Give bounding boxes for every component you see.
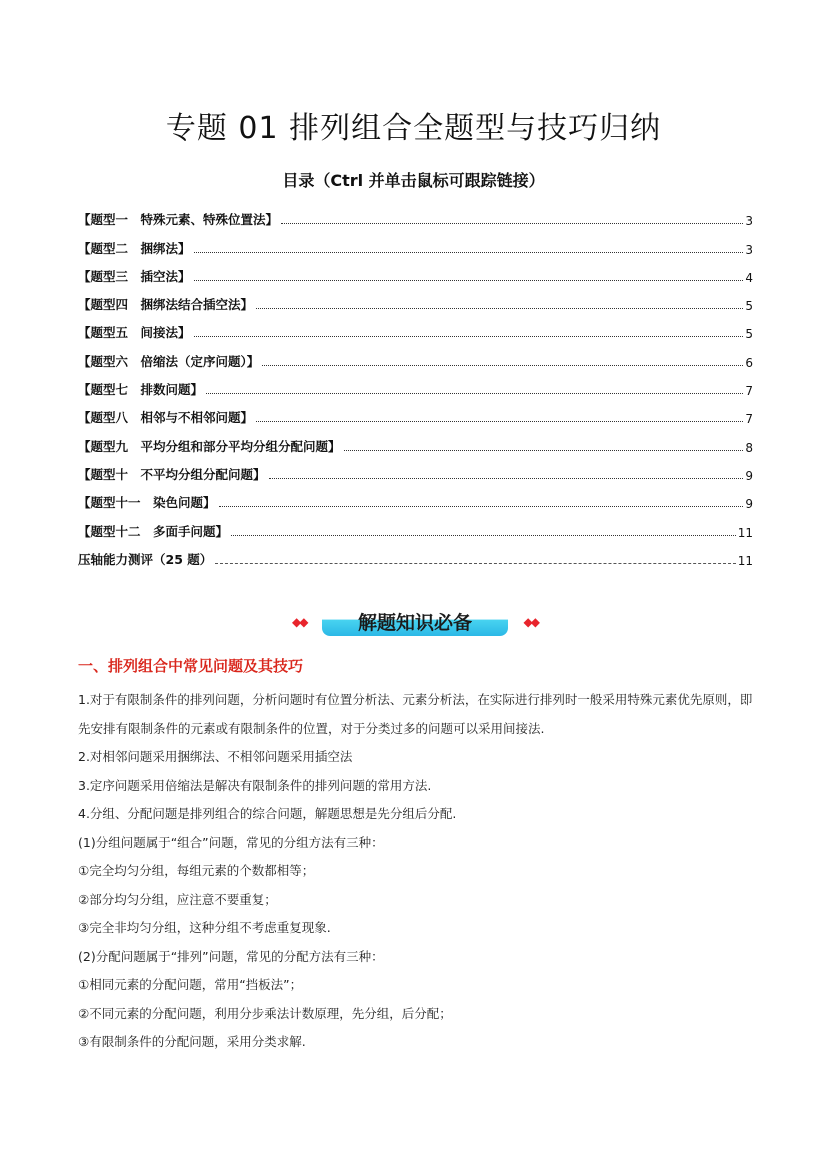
banner-text: 解题知识必备: [357, 612, 472, 634]
paragraph: ②不同元素的分配问题，利用分步乘法计数原理，先分组，后分配；: [78, 1005, 452, 1021]
paragraph: ①完全均匀分组，每组元素的个数都相等；: [78, 863, 315, 878]
paragraph: 1.对于有限制条件的排列问题，分析问题时有位置分析法、元素分析法，在实际进行排列时一般采用特殊元素优先原则，即先安排有限制条件的元素或有限制条件的位置，对于分类过多的问题可以采用间接法.: [78, 692, 753, 736]
toc-entry[interactable]: [78, 285, 753, 313]
toc-entry-page: 8: [745, 440, 753, 455]
toc-leader: [256, 421, 743, 422]
section-heading: 一、排列组合中常见问题及其技巧: [78, 657, 304, 675]
toc-entry-page: 11: [737, 525, 753, 540]
toc-entry-label: 【题型十 不平均分组分配问题】: [78, 466, 266, 482]
toc-leader: [256, 308, 743, 309]
toc-entry[interactable]: [78, 257, 753, 285]
table-of-contents: [78, 200, 753, 568]
toc-leader: [269, 478, 744, 479]
toc-entry-label: 【题型六 倍缩法（定序问题）】: [78, 353, 260, 369]
toc-entry-page: 4: [745, 270, 753, 285]
paragraph: 4.分组、分配问题是排列组合的综合问题，解题思想是先分组后分配.: [78, 806, 457, 821]
toc-leader: [262, 365, 743, 366]
toc-leader: [206, 393, 743, 394]
toc-entry[interactable]: [78, 398, 753, 426]
toc-entry-label: 【题型一 特殊元素、特殊位置法】: [78, 212, 279, 228]
toc-leader: [194, 252, 744, 253]
toc-leader: [281, 223, 743, 224]
diamond-decoration-icon: ◆◆: [292, 615, 307, 629]
section-banner: [290, 606, 540, 640]
toc-leader: [231, 535, 736, 536]
toc-entry-page: 11: [737, 553, 753, 568]
toc-leader: [219, 506, 744, 507]
toc-leader: [194, 280, 744, 281]
toc-entry-label: 【题型八 相邻与不相邻问题】: [78, 410, 254, 426]
toc-entry[interactable]: [78, 511, 753, 539]
toc-leader: [344, 450, 744, 451]
paragraph: (2)分配问题属于“排列”问题，常见的分配方法有三种：: [78, 948, 384, 964]
toc-entry[interactable]: [78, 313, 753, 341]
toc-entry[interactable]: [78, 540, 753, 568]
paragraph: (1)分组问题属于“组合”问题，常见的分组方法有三种：: [78, 834, 384, 850]
toc-entry-page: 5: [745, 299, 753, 314]
toc-entry-label: 【题型五 间接法】: [78, 325, 191, 341]
section-body: [78, 686, 756, 1057]
toc-entry[interactable]: [78, 341, 753, 369]
toc-entry-page: 3: [745, 214, 753, 229]
toc-entry-page: 9: [745, 497, 753, 512]
toc-entry-label: 【题型十一 染色问题】: [78, 495, 216, 511]
toc-entry-page: 3: [745, 242, 753, 257]
toc-entry-label: 【题型九 平均分组和部分平均分组分配问题】: [78, 438, 341, 454]
toc-entry[interactable]: [78, 426, 753, 454]
paragraph: ③完全非均匀分组，这种分组不考虑重复现象.: [78, 920, 331, 935]
toc-entry[interactable]: [78, 370, 753, 398]
paragraph: 3.定序问题采用倍缩法是解决有限制条件的排列问题的常用方法.: [78, 777, 432, 793]
toc-leader: [215, 563, 735, 564]
toc-entry[interactable]: [78, 483, 753, 511]
toc-entry-page: 9: [745, 468, 753, 483]
paragraph: ③有限制条件的分配问题，采用分类求解.: [78, 1034, 306, 1049]
toc-leader: [194, 336, 744, 337]
toc-heading: 目录（Ctrl 并单击鼠标可跟踪链接）: [282, 171, 545, 190]
toc-entry-page: 7: [745, 412, 753, 427]
paragraph: ①相同元素的分配问题，常用“挡板法”；: [78, 977, 303, 992]
paragraph: 2.对相邻问题采用捆绑法、不相邻问题采用插空法: [78, 749, 353, 764]
toc-entry[interactable]: [78, 200, 753, 228]
banner-pill: [322, 606, 508, 636]
toc-entry-label: 【题型三 插空法】: [78, 268, 191, 284]
toc-entry-label: 【题型四 捆绑法结合插空法】: [78, 297, 254, 313]
toc-entry-label: 【题型七 排数问题】: [78, 382, 204, 398]
toc-entry[interactable]: [78, 455, 753, 483]
toc-entry[interactable]: [78, 228, 753, 256]
page-title: 专题 01 排列组合全题型与技巧归纳: [165, 111, 662, 146]
toc-entry-page: 5: [745, 327, 753, 342]
toc-entry-label: 【题型二 捆绑法】: [78, 240, 191, 256]
paragraph: ②部分均匀分组，应注意不要重复；: [78, 891, 277, 907]
toc-entry-label: 【题型十二 多面手问题】: [78, 523, 229, 539]
diamond-decoration-icon: ◆◆: [523, 615, 538, 629]
toc-entry-page: 6: [745, 355, 753, 370]
toc-entry-label: 压轴能力测评（25 题）: [78, 551, 213, 567]
toc-entry-page: 7: [745, 384, 753, 399]
